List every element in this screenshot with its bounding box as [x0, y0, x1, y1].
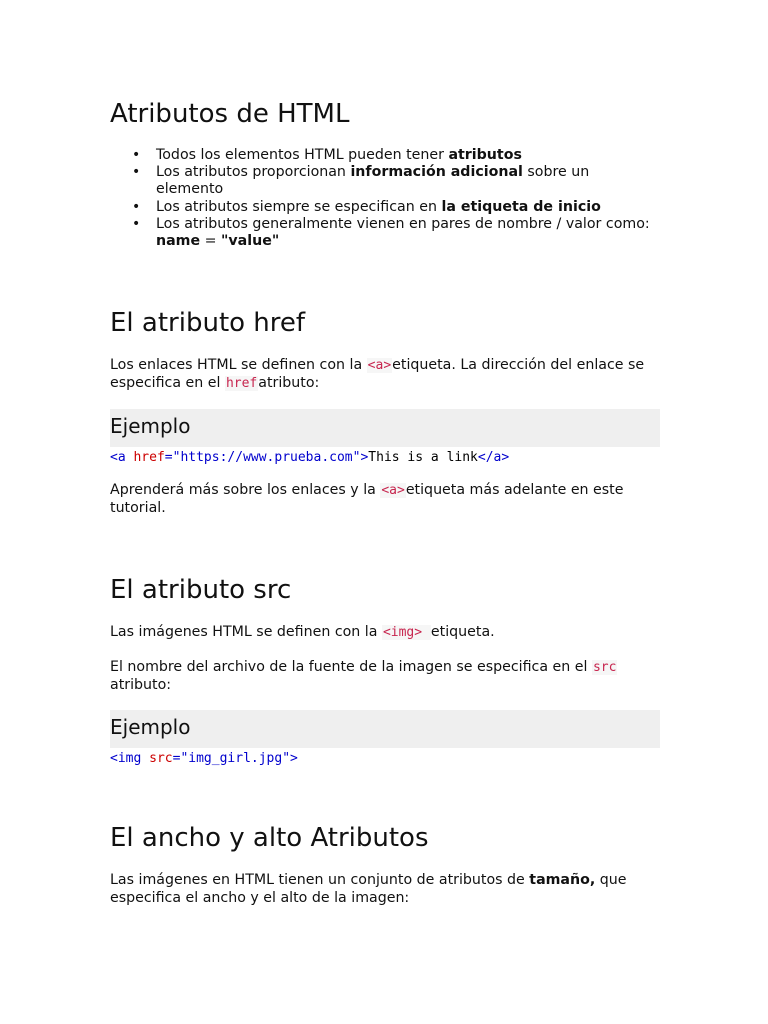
example-header	[110, 710, 660, 748]
heading-width-height-attributes: El ancho y alto Atributos	[110, 823, 429, 853]
heading-html-attributes: Atributos de HTML	[110, 99, 350, 129]
heading-href-attribute: El atributo href	[110, 308, 306, 338]
inline-code-src: src	[592, 660, 617, 675]
example-header	[110, 409, 660, 447]
example-label: Ejemplo	[110, 414, 191, 438]
size-intro-paragraph: Las imágenes en HTML tienen un conjunto de atributos de tamaño, que especifica el ancho y el alto de la imagen:	[110, 872, 627, 906]
src-filename-paragraph: El nombre del archivo de la fuente de la imagen se especifica en el src atributo:	[110, 659, 617, 693]
inline-code-href: href	[225, 375, 258, 391]
code-example-link: <a href="https://www.prueba.com">This is a link</a>	[110, 450, 510, 465]
inline-code-a-tag: <a>	[367, 358, 392, 373]
href-intro-paragraph: Los enlaces HTML se definen con la <a>etiqueta. La dirección del enlace se especifica en el hrefatributo:	[110, 357, 645, 391]
list-item: • Los atributos generalmente vienen en pares de nombre / valor como: name = "value"	[156, 216, 660, 250]
list-item: • Los atributos siempre se especifican en la etiqueta de inicio	[156, 199, 660, 216]
example-label: Ejemplo	[110, 715, 191, 739]
inline-code-a-tag: <a>	[381, 483, 405, 498]
inline-code-img-tag: <img>	[382, 625, 430, 640]
list-item: • Todos los elementos HTML pueden tener atributos	[156, 147, 660, 164]
list-item: • Los atributos proporcionan información adicional sobre un elemento	[156, 164, 660, 198]
src-intro-paragraph: Las imágenes HTML se definen con la <img> etiqueta.	[110, 624, 495, 640]
href-outro-paragraph: Aprenderá más sobre los enlaces y la <a>etiqueta más adelante en este tutorial.	[110, 482, 624, 516]
attributes-bullet-list	[110, 147, 660, 250]
code-example-img: <img src="img_girl.jpg">	[110, 751, 298, 766]
heading-src-attribute: El atributo src	[110, 575, 292, 605]
